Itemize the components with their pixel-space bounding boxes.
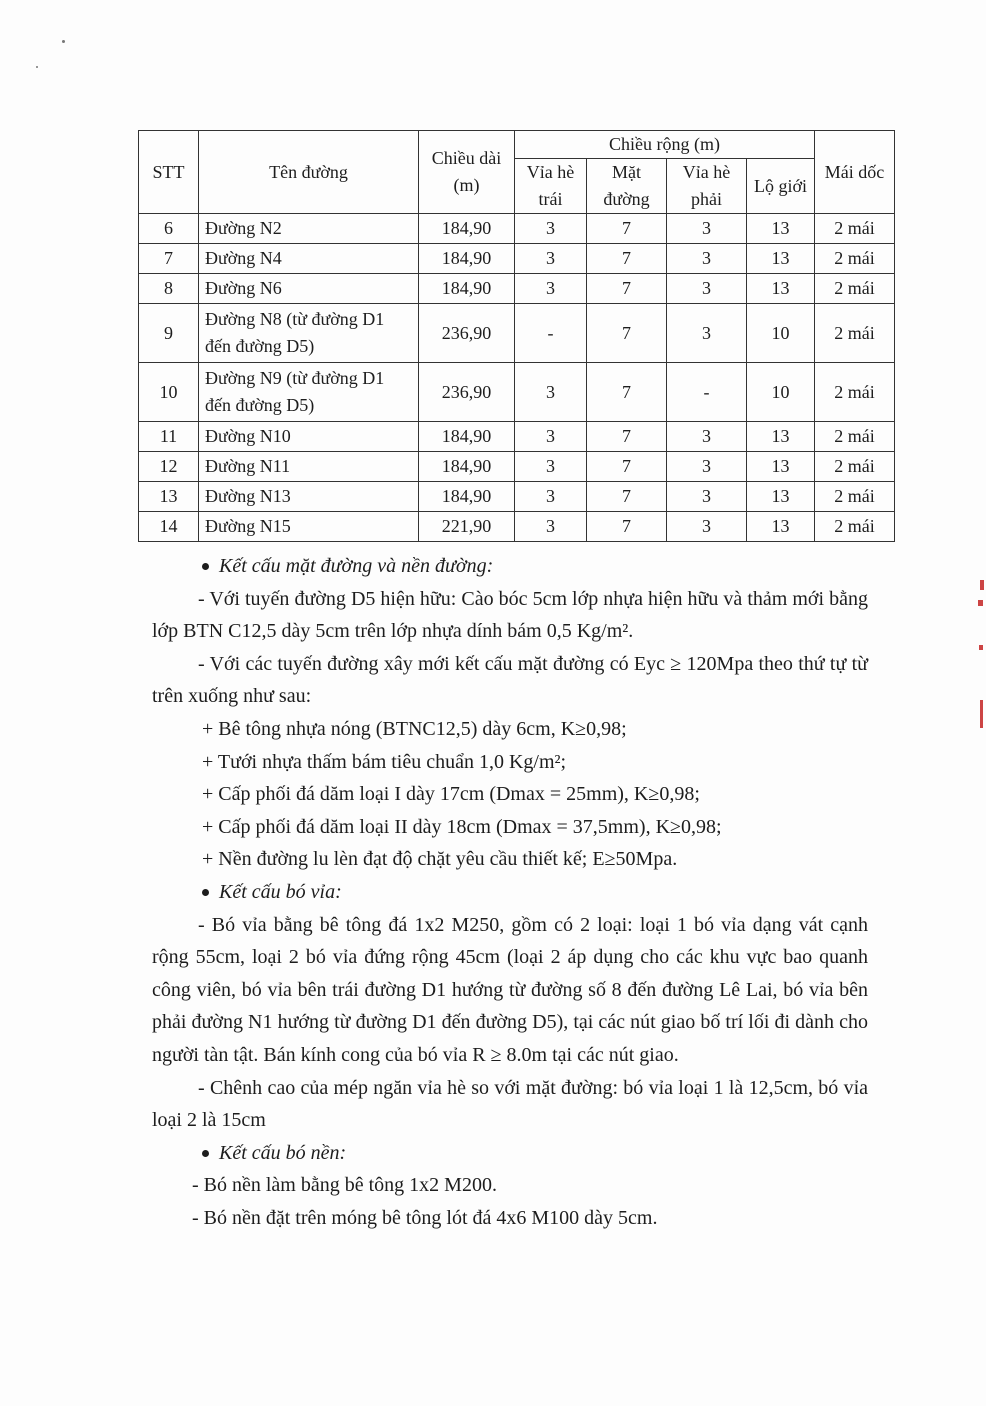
header-slope: Mái dốc bbox=[815, 131, 895, 214]
header-length: Chiều dài (m) bbox=[419, 131, 515, 214]
cell-row: 13 bbox=[747, 452, 815, 482]
cell-left: 3 bbox=[515, 422, 587, 452]
header-road-name: Tên đường bbox=[199, 131, 419, 214]
cell-road: 7 bbox=[587, 304, 667, 363]
scan-speck bbox=[36, 66, 38, 68]
cell-length: 184,90 bbox=[419, 274, 515, 304]
cell-road: 7 bbox=[587, 452, 667, 482]
table-row bbox=[139, 244, 895, 274]
cell-row: 13 bbox=[747, 214, 815, 244]
cell-length: 184,90 bbox=[419, 482, 515, 512]
cell-slope: 2 mái bbox=[815, 274, 895, 304]
section-title: Kết cấu mặt đường và nền đường: bbox=[219, 555, 494, 577]
header-right-sidewalk: Vỉa hè phải bbox=[667, 159, 747, 214]
scan-edge-mark bbox=[979, 645, 983, 650]
paragraph: - Bó vỉa bằng bê tông đá 1x2 M250, gồm có 2 loại: loại 1 bó vỉa dạng vát cạnh rộng 55cm, loại 2 bó vỉa đứng rộng 45cm (loại 2 áp dụng cho các khu vực bao quanh công viên, bó vỉa bên trái đường D1 hướng từ đường số 8 đến đường Lê Lai, bó vỉa bên phải đường N1 hướng từ đường D1 đến đường D5), tại các nút giao bố trí lối đi dành cho người tàn tật. Bán kính cong của bó vỉa R ≥ 8.0m tại các nút giao. bbox=[152, 913, 868, 1066]
cell-right: 3 bbox=[667, 482, 747, 512]
paragraph: - Bó nền đặt trên móng bê tông lót đá 4x6 M100 dày 5cm. bbox=[192, 1206, 658, 1229]
header-width: Chiều rộng (m) bbox=[515, 131, 815, 159]
cell-length: 221,90 bbox=[419, 512, 515, 542]
header-right-of-way: Lộ giới bbox=[747, 159, 815, 214]
cell-length: 184,90 bbox=[419, 422, 515, 452]
section-heading bbox=[152, 876, 868, 909]
cell-name: Đường N11 bbox=[199, 452, 419, 482]
cell-stt: 6 bbox=[139, 214, 199, 244]
table-row bbox=[139, 304, 895, 363]
cell-length: 184,90 bbox=[419, 244, 515, 274]
cell-stt: 14 bbox=[139, 512, 199, 542]
cell-row: 13 bbox=[747, 482, 815, 512]
list-item: + Cấp phối đá dăm loại II dày 18cm (Dmax = 37,5mm), K≥0,98; bbox=[202, 815, 722, 838]
table-row bbox=[139, 482, 895, 512]
scan-speck bbox=[62, 40, 65, 43]
cell-name: Đường N10 bbox=[199, 422, 419, 452]
cell-row: 10 bbox=[747, 363, 815, 422]
cell-row: 13 bbox=[747, 274, 815, 304]
cell-name: Đường N8 (từ đường D1 đến đường D5) bbox=[199, 304, 419, 363]
cell-left: 3 bbox=[515, 363, 587, 422]
bullet-icon bbox=[202, 1150, 209, 1157]
cell-slope: 2 mái bbox=[815, 452, 895, 482]
cell-left: 3 bbox=[515, 274, 587, 304]
header-road-surface: Mặt đường bbox=[587, 159, 667, 214]
list-item: + Cấp phối đá dăm loại I dày 17cm (Dmax = 25mm), K≥0,98; bbox=[202, 783, 700, 806]
cell-slope: 2 mái bbox=[815, 482, 895, 512]
cell-left: 3 bbox=[515, 512, 587, 542]
cell-left: 3 bbox=[515, 452, 587, 482]
scan-edge-mark bbox=[980, 580, 984, 590]
cell-right: 3 bbox=[667, 244, 747, 274]
list-item: + Bê tông nhựa nóng (BTNC12,5) dày 6cm, K≥0,98; bbox=[202, 717, 627, 740]
cell-stt: 8 bbox=[139, 274, 199, 304]
cell-slope: 2 mái bbox=[815, 512, 895, 542]
table-row bbox=[139, 422, 895, 452]
paragraph: - Bó nền làm bằng bê tông 1x2 M200. bbox=[192, 1174, 497, 1197]
scan-edge-mark bbox=[980, 700, 983, 728]
cell-stt: 12 bbox=[139, 452, 199, 482]
paragraph: - Với tuyến đường D5 hiện hữu: Cào bóc 5cm lớp nhựa hiện hữu và thảm mới bằng lớp BTN C12,5 dày 5cm trên lớp nhựa dính bám 0,5 Kg/m². bbox=[152, 587, 868, 643]
cell-right: 3 bbox=[667, 304, 747, 363]
cell-road: 7 bbox=[587, 512, 667, 542]
cell-name: Đường N4 bbox=[199, 244, 419, 274]
cell-row: 13 bbox=[747, 512, 815, 542]
cell-road: 7 bbox=[587, 482, 667, 512]
cell-left: 3 bbox=[515, 244, 587, 274]
cell-slope: 2 mái bbox=[815, 422, 895, 452]
list-item: + Tưới nhựa thấm bám tiêu chuẩn 1,0 Kg/m²; bbox=[202, 750, 567, 773]
cell-road: 7 bbox=[587, 274, 667, 304]
cell-right: 3 bbox=[667, 452, 747, 482]
table-row bbox=[139, 452, 895, 482]
paragraph: - Chênh cao của mép ngăn vỉa hè so với mặt đường: bó vỉa loại 1 là 12,5cm, bó vỉa loại 2 là 15cm bbox=[152, 1076, 868, 1132]
bullet-icon bbox=[202, 889, 209, 896]
table-row bbox=[139, 512, 895, 542]
cell-right: 3 bbox=[667, 214, 747, 244]
cell-right: 3 bbox=[667, 274, 747, 304]
table-row bbox=[139, 363, 895, 422]
cell-name: Đường N15 bbox=[199, 512, 419, 542]
cell-road: 7 bbox=[587, 422, 667, 452]
header-left-sidewalk: Vỉa hè trái bbox=[515, 159, 587, 214]
cell-road: 7 bbox=[587, 214, 667, 244]
cell-stt: 7 bbox=[139, 244, 199, 274]
cell-slope: 2 mái bbox=[815, 304, 895, 363]
cell-length: 184,90 bbox=[419, 214, 515, 244]
cell-name: Đường N13 bbox=[199, 482, 419, 512]
header-stt: STT bbox=[139, 131, 199, 214]
cell-slope: 2 mái bbox=[815, 244, 895, 274]
cell-row: 13 bbox=[747, 422, 815, 452]
cell-left: - bbox=[515, 304, 587, 363]
cell-name: Đường N6 bbox=[199, 274, 419, 304]
cell-length: 236,90 bbox=[419, 304, 515, 363]
cell-row: 10 bbox=[747, 304, 815, 363]
cell-name: Đường N2 bbox=[199, 214, 419, 244]
section-title: Kết cấu bó vỉa: bbox=[219, 880, 342, 903]
section-title: Kết cấu bó nền: bbox=[219, 1141, 347, 1164]
table-row bbox=[139, 214, 895, 244]
cell-stt: 10 bbox=[139, 363, 199, 422]
road-table bbox=[138, 130, 895, 542]
cell-right: - bbox=[667, 363, 747, 422]
cell-stt: 13 bbox=[139, 482, 199, 512]
list-item: + Nền đường lu lèn đạt độ chặt yêu cầu thiết kế; E≥50Mpa. bbox=[202, 848, 678, 871]
cell-road: 7 bbox=[587, 363, 667, 422]
cell-left: 3 bbox=[515, 482, 587, 512]
cell-road: 7 bbox=[587, 244, 667, 274]
bullet-icon bbox=[202, 563, 209, 570]
scan-edge-mark bbox=[978, 600, 983, 606]
cell-length: 236,90 bbox=[419, 363, 515, 422]
cell-right: 3 bbox=[667, 512, 747, 542]
section-heading bbox=[152, 1137, 868, 1170]
cell-left: 3 bbox=[515, 214, 587, 244]
cell-length: 184,90 bbox=[419, 452, 515, 482]
body-text bbox=[152, 550, 868, 1234]
section-heading bbox=[152, 550, 868, 583]
cell-slope: 2 mái bbox=[815, 214, 895, 244]
cell-stt: 9 bbox=[139, 304, 199, 363]
cell-name: Đường N9 (từ đường D1 đến đường D5) bbox=[199, 363, 419, 422]
cell-stt: 11 bbox=[139, 422, 199, 452]
cell-slope: 2 mái bbox=[815, 363, 895, 422]
cell-row: 13 bbox=[747, 244, 815, 274]
cell-right: 3 bbox=[667, 422, 747, 452]
table-row bbox=[139, 274, 895, 304]
paragraph: - Với các tuyến đường xây mới kết cấu mặt đường có Eyc ≥ 120Mpa theo thứ tự từ trên xuống như sau: bbox=[152, 652, 868, 708]
